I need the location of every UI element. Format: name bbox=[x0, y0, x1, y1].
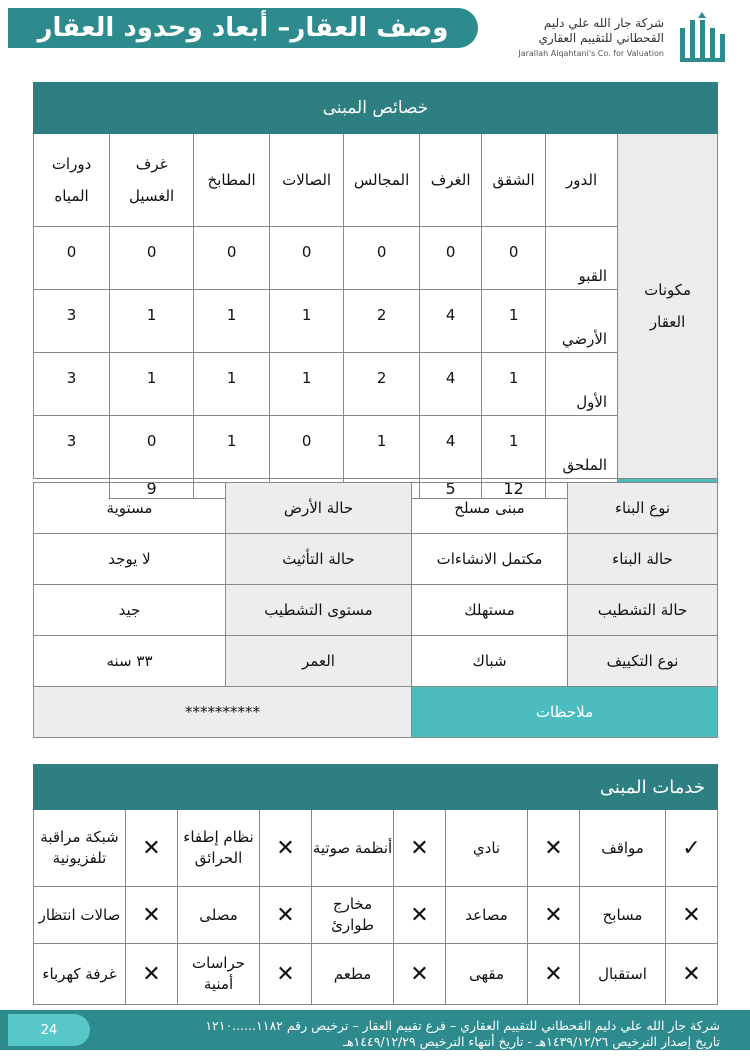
cross-icon: ✕ bbox=[666, 944, 718, 1005]
building-column-headers bbox=[34, 134, 718, 227]
floor-value-cell: 4 bbox=[420, 290, 482, 353]
footer-line-2: تاريخ إصدار الترخيص ١٤٣٩/١٢/٢٦هـ - تاريخ أنتهاء الترخيص ١٤٤٩/١٢/٢٩هـ bbox=[343, 1034, 720, 1049]
floor-value-cell: 1 bbox=[194, 416, 270, 479]
service-name: مخارج طوارئ bbox=[312, 887, 394, 944]
column-header-line-1: المطابخ bbox=[207, 171, 256, 189]
floor-value-cell: 0 bbox=[482, 227, 546, 290]
construction-row bbox=[34, 483, 718, 534]
company-name-english: Jarallah Alqahtani's Co. for Valuation bbox=[518, 48, 664, 58]
construction-label: نوع التكييف bbox=[568, 636, 718, 687]
total-value-cell: 12 bbox=[482, 479, 546, 499]
floor-value-cell: 1 bbox=[270, 353, 344, 416]
property-components-label-line-1: مكونات bbox=[644, 281, 692, 299]
floor-value-cell: 1 bbox=[270, 290, 344, 353]
cross-icon: ✕ bbox=[394, 944, 446, 1005]
floor-name: الملحق bbox=[546, 416, 618, 479]
floor-value-cell: 1 bbox=[110, 353, 194, 416]
floor-value-cell: 1 bbox=[194, 290, 270, 353]
construction-row bbox=[34, 636, 718, 687]
floor-row bbox=[34, 290, 718, 353]
column-header-line-1: غرف bbox=[135, 155, 168, 173]
cross-icon: ✕ bbox=[126, 944, 178, 1005]
floor-value-cell: 0 bbox=[344, 227, 420, 290]
construction-value: مستوية bbox=[34, 483, 226, 534]
floor-value-cell: 0 bbox=[270, 227, 344, 290]
floor-row bbox=[34, 416, 718, 479]
column-header-line-2: المياه bbox=[54, 187, 89, 205]
cross-icon: ✕ bbox=[394, 810, 446, 887]
construction-value: مبنى مسلح bbox=[412, 483, 568, 534]
floor-value-cell: 3 bbox=[34, 290, 110, 353]
total-value-cell: 5 bbox=[420, 479, 482, 499]
service-name: غرفة كهرباء bbox=[34, 944, 126, 1005]
service-name: أنظمة صوتية bbox=[312, 810, 394, 887]
construction-value: ٣٣ سنه bbox=[34, 636, 226, 687]
construction-label: حالة التأثيث bbox=[226, 534, 412, 585]
construction-value: لا يوجد bbox=[34, 534, 226, 585]
floor-value-cell: 0 bbox=[34, 227, 110, 290]
company-name bbox=[518, 16, 664, 61]
services-table-title: خدمات المبنى bbox=[34, 765, 718, 810]
construction-label: حالة البناء bbox=[568, 534, 718, 585]
column-header bbox=[194, 134, 270, 227]
service-name: مواقف bbox=[580, 810, 666, 887]
cross-icon: ✕ bbox=[528, 944, 580, 1005]
floor-value-cell: 1 bbox=[194, 353, 270, 416]
column-header bbox=[546, 134, 618, 227]
construction-row bbox=[34, 585, 718, 636]
footer-line-1: شركة جار الله علي دليم القحطاني للتقييم العقاري – فرع تقييم العقار – ترخيص رقم ١١٨٢......١٢١٠ bbox=[205, 1018, 720, 1033]
floor-value-cell: 1 bbox=[482, 290, 546, 353]
construction-value: مستهلك bbox=[412, 585, 568, 636]
construction-label: العمر bbox=[226, 636, 412, 687]
construction-label: حالة التشطيب bbox=[568, 585, 718, 636]
service-name: استقبال bbox=[580, 944, 666, 1005]
floor-value-cell: 2 bbox=[344, 290, 420, 353]
property-components-label bbox=[618, 134, 718, 479]
services-row bbox=[34, 944, 718, 1005]
cross-icon: ✕ bbox=[126, 810, 178, 887]
construction-value: مكتمل الانشاءات bbox=[412, 534, 568, 585]
column-header-line-1: الدور bbox=[566, 171, 598, 189]
floor-value-cell: 3 bbox=[34, 353, 110, 416]
floor-value-cell: 0 bbox=[110, 227, 194, 290]
column-header-line-1: الصالات bbox=[282, 171, 332, 189]
services-row bbox=[34, 810, 718, 887]
company-name-line-1: شركة جار الله علي دليم bbox=[543, 15, 664, 30]
company-logo-icon bbox=[672, 10, 732, 66]
column-header-line-1: دورات bbox=[51, 155, 92, 173]
column-header-line-1: المجالس bbox=[353, 171, 410, 189]
building-services-table bbox=[33, 764, 718, 1005]
construction-value: شباك bbox=[412, 636, 568, 687]
floor-name: الأول bbox=[546, 353, 618, 416]
column-header-line-1: الغرف bbox=[430, 171, 471, 189]
floor-value-cell: 0 bbox=[110, 416, 194, 479]
construction-label: مستوى التشطيب bbox=[226, 585, 412, 636]
page-number: 24 bbox=[8, 1014, 90, 1046]
floor-value-cell: 2 bbox=[344, 353, 420, 416]
floor-value-cell: 0 bbox=[420, 227, 482, 290]
check-icon: ✓ bbox=[666, 810, 718, 887]
cross-icon: ✕ bbox=[260, 887, 312, 944]
column-header bbox=[34, 134, 110, 227]
construction-label: حالة الأرض bbox=[226, 483, 412, 534]
notes-row bbox=[34, 687, 718, 738]
cross-icon: ✕ bbox=[528, 810, 580, 887]
floor-value-cell: 1 bbox=[344, 416, 420, 479]
notes-label: ملاحظات bbox=[412, 687, 718, 738]
floor-name: القبو bbox=[546, 227, 618, 290]
footer-license-text bbox=[95, 1018, 720, 1050]
column-header bbox=[344, 134, 420, 227]
building-characteristics-table bbox=[33, 82, 718, 499]
construction-value: جيد bbox=[34, 585, 226, 636]
floor-value-cell: 1 bbox=[110, 290, 194, 353]
cross-icon: ✕ bbox=[260, 810, 312, 887]
construction-info-table bbox=[33, 482, 718, 738]
service-name: صالات انتظار bbox=[34, 887, 126, 944]
floor-value-cell: 0 bbox=[194, 227, 270, 290]
service-name: مصاعد bbox=[446, 887, 528, 944]
service-name: مقهى bbox=[446, 944, 528, 1005]
floor-row bbox=[34, 353, 718, 416]
floor-value-cell: 3 bbox=[34, 416, 110, 479]
service-name: حراسات أمنية bbox=[178, 944, 260, 1005]
floor-value-cell: 0 bbox=[270, 416, 344, 479]
column-header bbox=[420, 134, 482, 227]
floor-value-cell: 1 bbox=[482, 353, 546, 416]
cross-icon: ✕ bbox=[528, 887, 580, 944]
company-name-line-2: القحطاني للتقييم العقاري bbox=[538, 30, 664, 45]
services-row bbox=[34, 887, 718, 944]
company-logo bbox=[502, 10, 732, 66]
column-header bbox=[482, 134, 546, 227]
construction-row bbox=[34, 534, 718, 585]
service-name: مسابح bbox=[580, 887, 666, 944]
column-header-line-1: الشقق bbox=[492, 171, 535, 189]
property-components-label-line-2: العقار bbox=[649, 313, 686, 331]
service-name: شبكة مراقبة تلفزيونية bbox=[34, 810, 126, 887]
service-name: نادي bbox=[446, 810, 528, 887]
service-name: نظام إطفاء الحرائق bbox=[178, 810, 260, 887]
service-name: مصلى bbox=[178, 887, 260, 944]
cross-icon: ✕ bbox=[126, 887, 178, 944]
column-header-line-2: الغسيل bbox=[128, 187, 175, 205]
floor-value-cell: 4 bbox=[420, 353, 482, 416]
floor-value-cell: 1 bbox=[482, 416, 546, 479]
construction-label: نوع البناء bbox=[568, 483, 718, 534]
column-header bbox=[270, 134, 344, 227]
cross-icon: ✕ bbox=[394, 887, 446, 944]
total-value-cell: 9 bbox=[110, 479, 194, 499]
page-header bbox=[0, 0, 750, 72]
service-name: مطعم bbox=[312, 944, 394, 1005]
column-header bbox=[110, 134, 194, 227]
cross-icon: ✕ bbox=[260, 944, 312, 1005]
building-table-title: خصائص المبنى bbox=[34, 83, 718, 134]
floor-value-cell: 4 bbox=[420, 416, 482, 479]
notes-value: ********** bbox=[34, 687, 412, 738]
page-title: وصف العقار– أبعاد وحدود العقار bbox=[8, 8, 478, 48]
floor-name: الأرضي bbox=[546, 290, 618, 353]
floor-row bbox=[34, 227, 718, 290]
cross-icon: ✕ bbox=[666, 887, 718, 944]
